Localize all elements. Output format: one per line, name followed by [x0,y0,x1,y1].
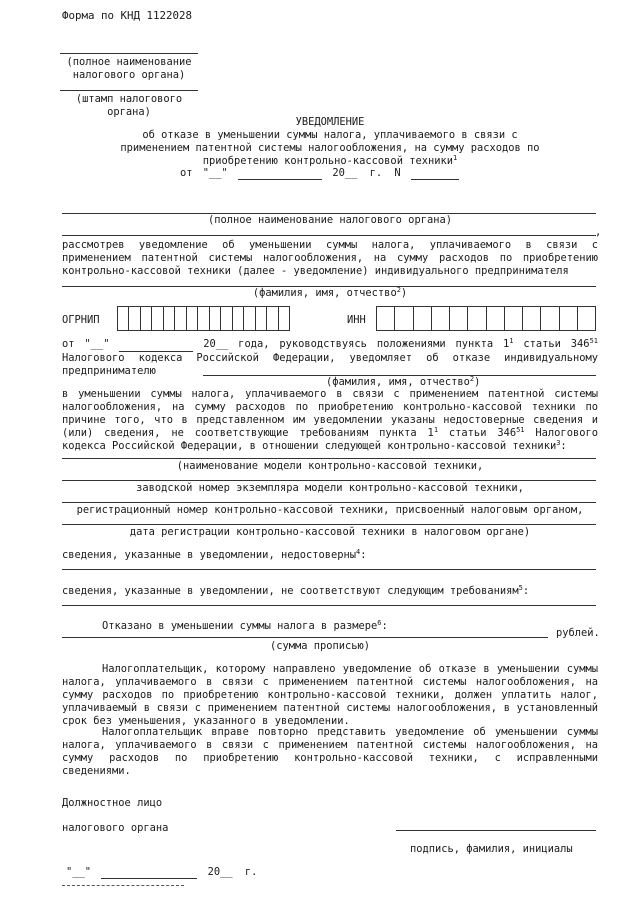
inn-digit-cell[interactable] [414,307,432,330]
ogrnip-digit-cell[interactable] [233,307,244,330]
sum-caption: (сумма прописью) [269,640,371,652]
inn-digit-cell[interactable] [578,307,595,330]
ogrnip-cells[interactable] [117,306,290,331]
para-repeat: Налогоплательщик вправе повторно представить уведомление об уменьшении суммы налога, уплачиваемого в связи с применением патентной системы налогообложения, на сумму расходов по приобретению контрольно-кассовой техники, с исправленными сведениями. [62,726,598,777]
ogrnip-label: ОГРНИП [62,314,100,326]
ogrnip-digit-cell[interactable] [152,307,163,330]
inn-digit-cell[interactable] [487,307,505,330]
ogrnip-digit-cell[interactable] [141,307,152,330]
rubles-label: рублей. [556,627,600,639]
kkt-serial-caption: заводской номер экземпляра модели контрольно-кассовой техники, [136,482,524,494]
ogrnip-digit-cell[interactable] [267,307,278,330]
unreliable-text: сведения, указанные в уведомлении, недостоверны$^4$: [62,548,367,561]
inn-digit-cell[interactable] [560,307,578,330]
ogrnip-digit-cell[interactable] [198,307,209,330]
ogrnip-digit-cell[interactable] [221,307,232,330]
ogrnip-digit-cell[interactable] [129,307,140,330]
refused-amount-text: Отказано в уменьшении суммы налога в размере$^6$: [102,619,388,632]
para-reviewed: рассмотрев уведомление об уменьшении суммы налога, уплачиваемого в связи с применением патентной системы налогообложения, на сумму расходов по приобретению контрольно-кассовой техники (далее - уведомление) индивидуального предпринимателя [62,239,598,277]
kkt-regnum-caption: регистрационный номер контрольно-кассовой техники, присвоенный налоговым органом, [76,504,584,516]
not-compliant-line [62,605,596,606]
kkt-model-caption: (наименование модели контрольно-кассовой техники, [176,460,484,472]
inn-digit-cell[interactable] [523,307,541,330]
para-refuse: в уменьшении суммы налога, уплачиваемого в связи с применением патентной системы налогообложения, на сумму расходов по приобретению контрольно-кассовой техники по причине того, что в представленном им уведомлении указаны недостоверные сведения и (или) сведения, не соответствующие требованиям пункта $1^1$ статьи $346^{51}$ Налогового кодекса Российской Федерации, в отношении следующей контрольно-кассовой техники$^3$: [62,388,598,452]
inn-digit-cell[interactable] [468,307,486,330]
fio-caption: (фамилия, имя, отчество$^2$) [252,286,408,299]
ogrnip-digit-cell[interactable] [244,307,255,330]
para-payer: Налогоплательщик, которому направлено уведомление об отказе в уменьшении суммы налога, уплачиваемого в связи с применением патентной системы налогообложения, на сумму расходов по приобретению контрольно-кассовой техники, должен уплатить налог, уплачиваемый в связи с применением патентной системы налогообложения, в установленный срок без уменьшения, указанного в уведомлении. [62,663,598,727]
inn-digit-cell[interactable] [505,307,523,330]
amount-line [62,637,548,638]
inn-digit-cell[interactable] [395,307,413,330]
ogrnip-digit-cell[interactable] [164,307,175,330]
signature-line [396,830,596,831]
inn-digit-cell[interactable] [377,307,395,330]
full-name-line-2 [62,235,596,236]
kkt-line-3 [62,502,596,503]
sign-caption: подпись, фамилия, инициалы [410,843,573,855]
ogrnip-digit-cell[interactable] [256,307,267,330]
ogrnip-digit-cell[interactable] [118,307,129,330]
ogrnip-digit-cell[interactable] [175,307,186,330]
inn-cells[interactable] [376,306,596,331]
official-org: налогового органа [62,822,169,834]
comma: , [595,226,602,238]
official-title: Должностное лицо [62,797,163,809]
full-name-caption: (полное наименование налогового органа) [208,214,452,226]
stamp-caption: (штамп налогового органа) [75,93,183,118]
kkt-line-2 [62,480,596,481]
bottom-dashed-line [62,885,184,886]
inn-label: ИНН [347,314,366,326]
ogrnip-digit-cell[interactable] [210,307,221,330]
kkt-line-4 [62,524,596,525]
unreliable-line [62,569,596,570]
kkt-line-1 [62,458,596,459]
date-line: от "__" 20__ г. N [180,167,459,180]
document-title: УВЕДОМЛЕНИЕ об отказе в уменьшении суммы налога, уплачиваемого в связи с применением патентной системы налогообложения, на сумму расходов по приобретению контрольно-кассовой техники$^1$ [120,116,540,167]
form-code: Форма по КНД 1122028 [62,9,193,22]
stamp-line [60,90,198,91]
not-compliant-text: сведения, указанные в уведомлении, не соответствуют следующим требованиям$^5$: [62,584,530,597]
inn-digit-cell[interactable] [450,307,468,330]
kkt-regdate-caption: дата регистрации контрольно-кассовой техники в налоговом органе) [129,526,531,538]
bottom-date: "__" 20__ г. [66,866,258,878]
para-from: от "__" 20__ года, руководствуясь положениями пункта $1^1$ статьи $346^{51}$ Налогового кодекса Российской Федерации, уведомляет об отказе индивидуальному предпринимателю [62,337,598,377]
inn-digit-cell[interactable] [541,307,559,330]
tax-org-caption: (полное наименование налогового органа) [66,56,192,81]
fio-caption-2: (фамилия, имя, отчество$^2$) [326,375,481,388]
inn-digit-cell[interactable] [432,307,450,330]
ogrnip-digit-cell[interactable] [187,307,198,330]
ogrnip-digit-cell[interactable] [279,307,289,330]
tax-org-line [60,53,198,54]
